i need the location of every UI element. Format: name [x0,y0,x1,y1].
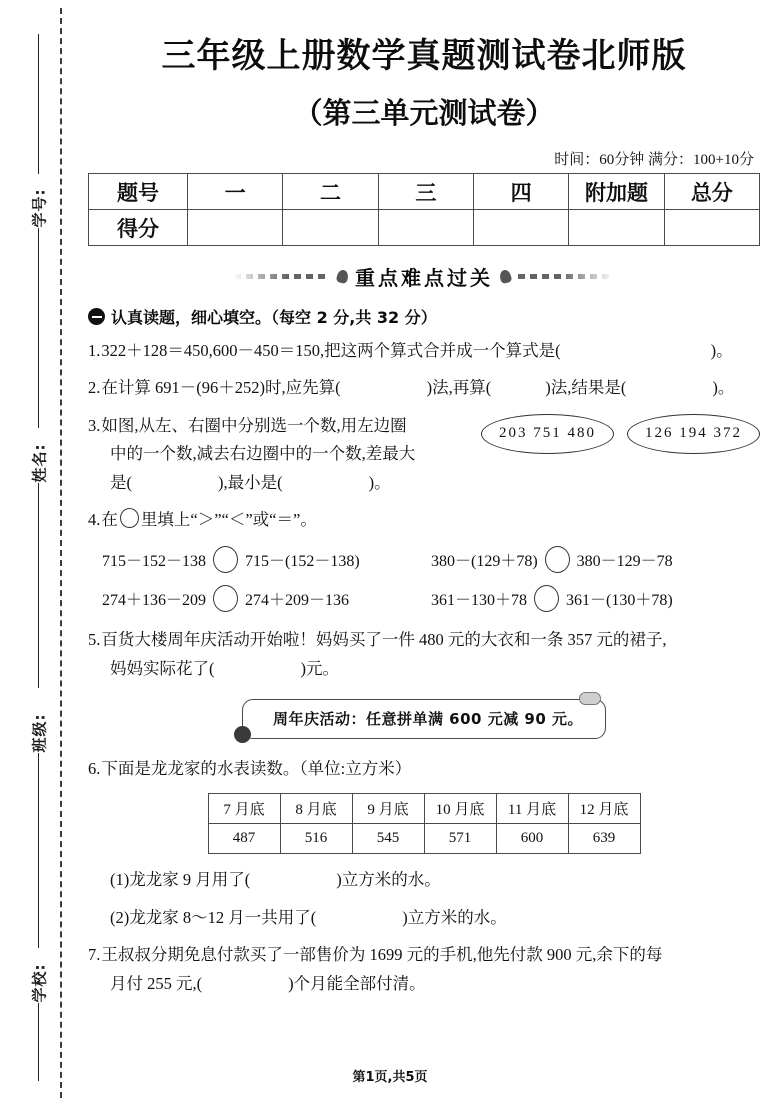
question-6-sub1-b: )立方米的水。 [336,870,441,890]
fold-dashed-line [60,8,62,1098]
comparison-right: 361－(130＋78) [566,592,673,610]
question-6-sub1-a: (1)龙龙家 9 月用了( [110,870,251,890]
content-column [88,0,760,998]
ellipse-left-numbers: 203 751 480 [481,414,614,454]
banner-rule-left-icon [234,274,330,279]
score-cell[interactable] [664,210,759,246]
rail-segment [38,34,39,174]
promo-text: 周年庆活动：任意拼单满 600 元减 90 元。 [272,710,584,728]
table-row [208,794,640,824]
score-table-header-cell: 二 [283,174,378,210]
question-5-index: 5. [88,630,101,650]
question-2-part3: )法,结果是( [545,378,627,398]
score-cell[interactable] [569,210,664,246]
comparison-answer-circle[interactable] [534,585,559,612]
question-4-prompt-b: 里填上“＞”“＜”或“＝”。 [140,509,317,529]
water-table-header-cell: 7 月底 [208,794,280,824]
question-6-prompt: 下面是龙龙家的水表读数。（单位:立方米） [101,759,412,778]
comparison-pair [102,585,431,612]
comparison-pair [431,546,760,573]
number-circles-group [481,414,760,454]
margin-label-school: 学校: [30,963,49,1003]
comparison-answer-circle[interactable] [545,546,570,573]
score-cell[interactable] [378,210,473,246]
comparison-answer-circle[interactable] [213,546,238,573]
water-table-value-cell: 516 [280,824,352,854]
water-table-header-cell: 10 月底 [424,794,496,824]
question-3-line2: 中的一个数,减去右边圈中的一个数,差最大 [110,444,416,464]
comparison-left: 274＋136－209 [102,592,207,610]
margin-label-name: 姓名: [30,443,49,483]
comparison-right: 274＋209－136 [245,592,350,610]
score-table-header-cell: 总分 [664,174,759,210]
margin-label-student-id: 学号: [30,188,49,228]
question-5 [88,626,760,683]
score-table-header-cell: 四 [473,174,568,210]
question-2-part4: )。 [712,378,735,398]
question-6-sub-2 [88,904,760,932]
question-2 [88,374,760,402]
water-table-value-cell: 545 [352,824,424,854]
score-table-row-label: 得分 [89,210,188,246]
comparison-row [88,585,760,612]
comparison-left: 715－152－138 [102,553,207,571]
question-5-text2b: )元。 [300,658,339,678]
comparison-right: 380－129－78 [576,553,673,571]
section-number-badge-icon [88,308,105,325]
margin-rail [0,0,80,1103]
table-row [89,174,760,210]
water-meter-table [208,793,641,854]
comparison-circle-icon [120,508,139,528]
question-7-line1 [88,941,760,969]
question-6-sub-1 [88,866,760,894]
question-7-text2a: 月付 255 元,( [110,973,203,993]
question-2-index: 2. [88,378,101,398]
question-3-text3a: 是( [110,472,132,492]
score-table-header-cell: 一 [188,174,283,210]
water-table-header-cell: 8 月底 [280,794,352,824]
question-5-line2 [88,655,760,683]
page-footer: 第1页,共5页 [352,1070,428,1085]
exam-meta: 时间：60分钟 满分：100+10分 [554,152,754,168]
question-4-prompt-a: 在 [101,509,118,529]
question-7-text1: 王叔叔分期免息付款买了一部售价为 1699 元的手机,他先付款 900 元,余下的每 [101,945,663,965]
water-table-header-cell: 12 月底 [568,794,640,824]
ellipse-right-numbers: 126 194 372 [627,414,760,454]
rail-segment [38,228,39,428]
comparison-pair [431,585,760,612]
score-table-row-label: 题号 [89,174,188,210]
question-4 [88,506,760,534]
promo-cloud-icon [579,692,601,705]
comparison-left: 380－(129＋78) [431,553,538,571]
margin-label-class: 班级: [30,713,49,753]
question-1-index: 1. [88,341,101,360]
question-6-sub2-b: )立方米的水。 [402,907,507,927]
page-subtitle: （第三单元测试卷） [293,96,555,130]
water-table-header-cell: 9 月底 [352,794,424,824]
page-title: 三年级上册数学真题测试卷北师版 [161,36,687,76]
question-3-text3c: )。 [368,472,391,492]
question-5-text1: 百货大楼周年庆活动开始啦！妈妈买了一件 480 元的大衣和一条 357 元的裙子, [101,630,667,650]
question-1-text: 322＋128＝450,600－450＝150,把这两个算式合并成一个算式是( [101,341,561,360]
comparison-row [88,546,760,573]
question-7-text2b: )个月能全部付清。 [288,973,426,993]
water-table-value-cell: 639 [568,824,640,854]
question-3-index: 3. [88,415,101,435]
question-5-text2a: 妈妈实际花了( [110,658,215,678]
water-table-header-cell: 11 月底 [496,794,568,824]
score-cell[interactable] [283,210,378,246]
score-table-header-cell: 三 [378,174,473,210]
comparison-left: 361－130＋78 [431,592,528,610]
comparison-right: 715－(152－138) [245,553,360,571]
question-1-tail: )。 [710,341,733,360]
section-one-title: 认真读题，细心填空。（每空 2 分,共 32 分） [111,308,437,327]
comparison-pair [102,546,431,573]
question-3 [88,412,760,497]
score-table [88,173,760,246]
question-2-part1: 在计算 691－(96＋252)时,应先算( [101,378,341,398]
score-table-header-cell: 附加题 [569,174,664,210]
section-banner [88,262,760,291]
question-6-index: 6. [88,759,101,778]
score-cell[interactable] [473,210,568,246]
comparison-grid [88,546,760,612]
water-table-wrap [88,793,760,854]
water-table-value-cell: 571 [424,824,496,854]
table-row [208,824,640,854]
rail-segment [38,753,39,948]
banner-ornament-left-icon [336,269,349,284]
question-1 [88,337,760,365]
question-7 [88,941,760,998]
promo-callout [242,699,606,739]
question-7-index: 7. [88,945,101,965]
question-5-line1 [88,626,760,654]
comparison-answer-circle[interactable] [213,585,238,612]
banner-title: 重点难点过关 [355,266,493,290]
promo-callout-wrap [88,699,760,739]
table-row [89,210,760,246]
section-one-heading [88,305,760,328]
question-6-sub2-a: (2)龙龙家 8～12 月一共用了( [110,907,317,927]
score-cell[interactable] [188,210,283,246]
question-3-line3 [88,469,760,497]
question-3-text1: 如图,从左、右圈中分别选一个数,用左边圈 [101,415,407,435]
banner-ornament-right-icon [499,269,512,284]
water-table-value-cell: 600 [496,824,568,854]
question-2-part2: )法,再算( [426,378,492,398]
question-3-text3b: ),最小是( [218,472,283,492]
water-table-value-cell: 487 [208,824,280,854]
promo-ornament-left-icon [234,726,251,743]
banner-rule-right-icon [518,274,614,279]
question-6 [88,755,760,783]
question-4-index: 4. [88,509,101,529]
question-7-line2 [88,970,760,998]
rail-segment [38,483,39,688]
